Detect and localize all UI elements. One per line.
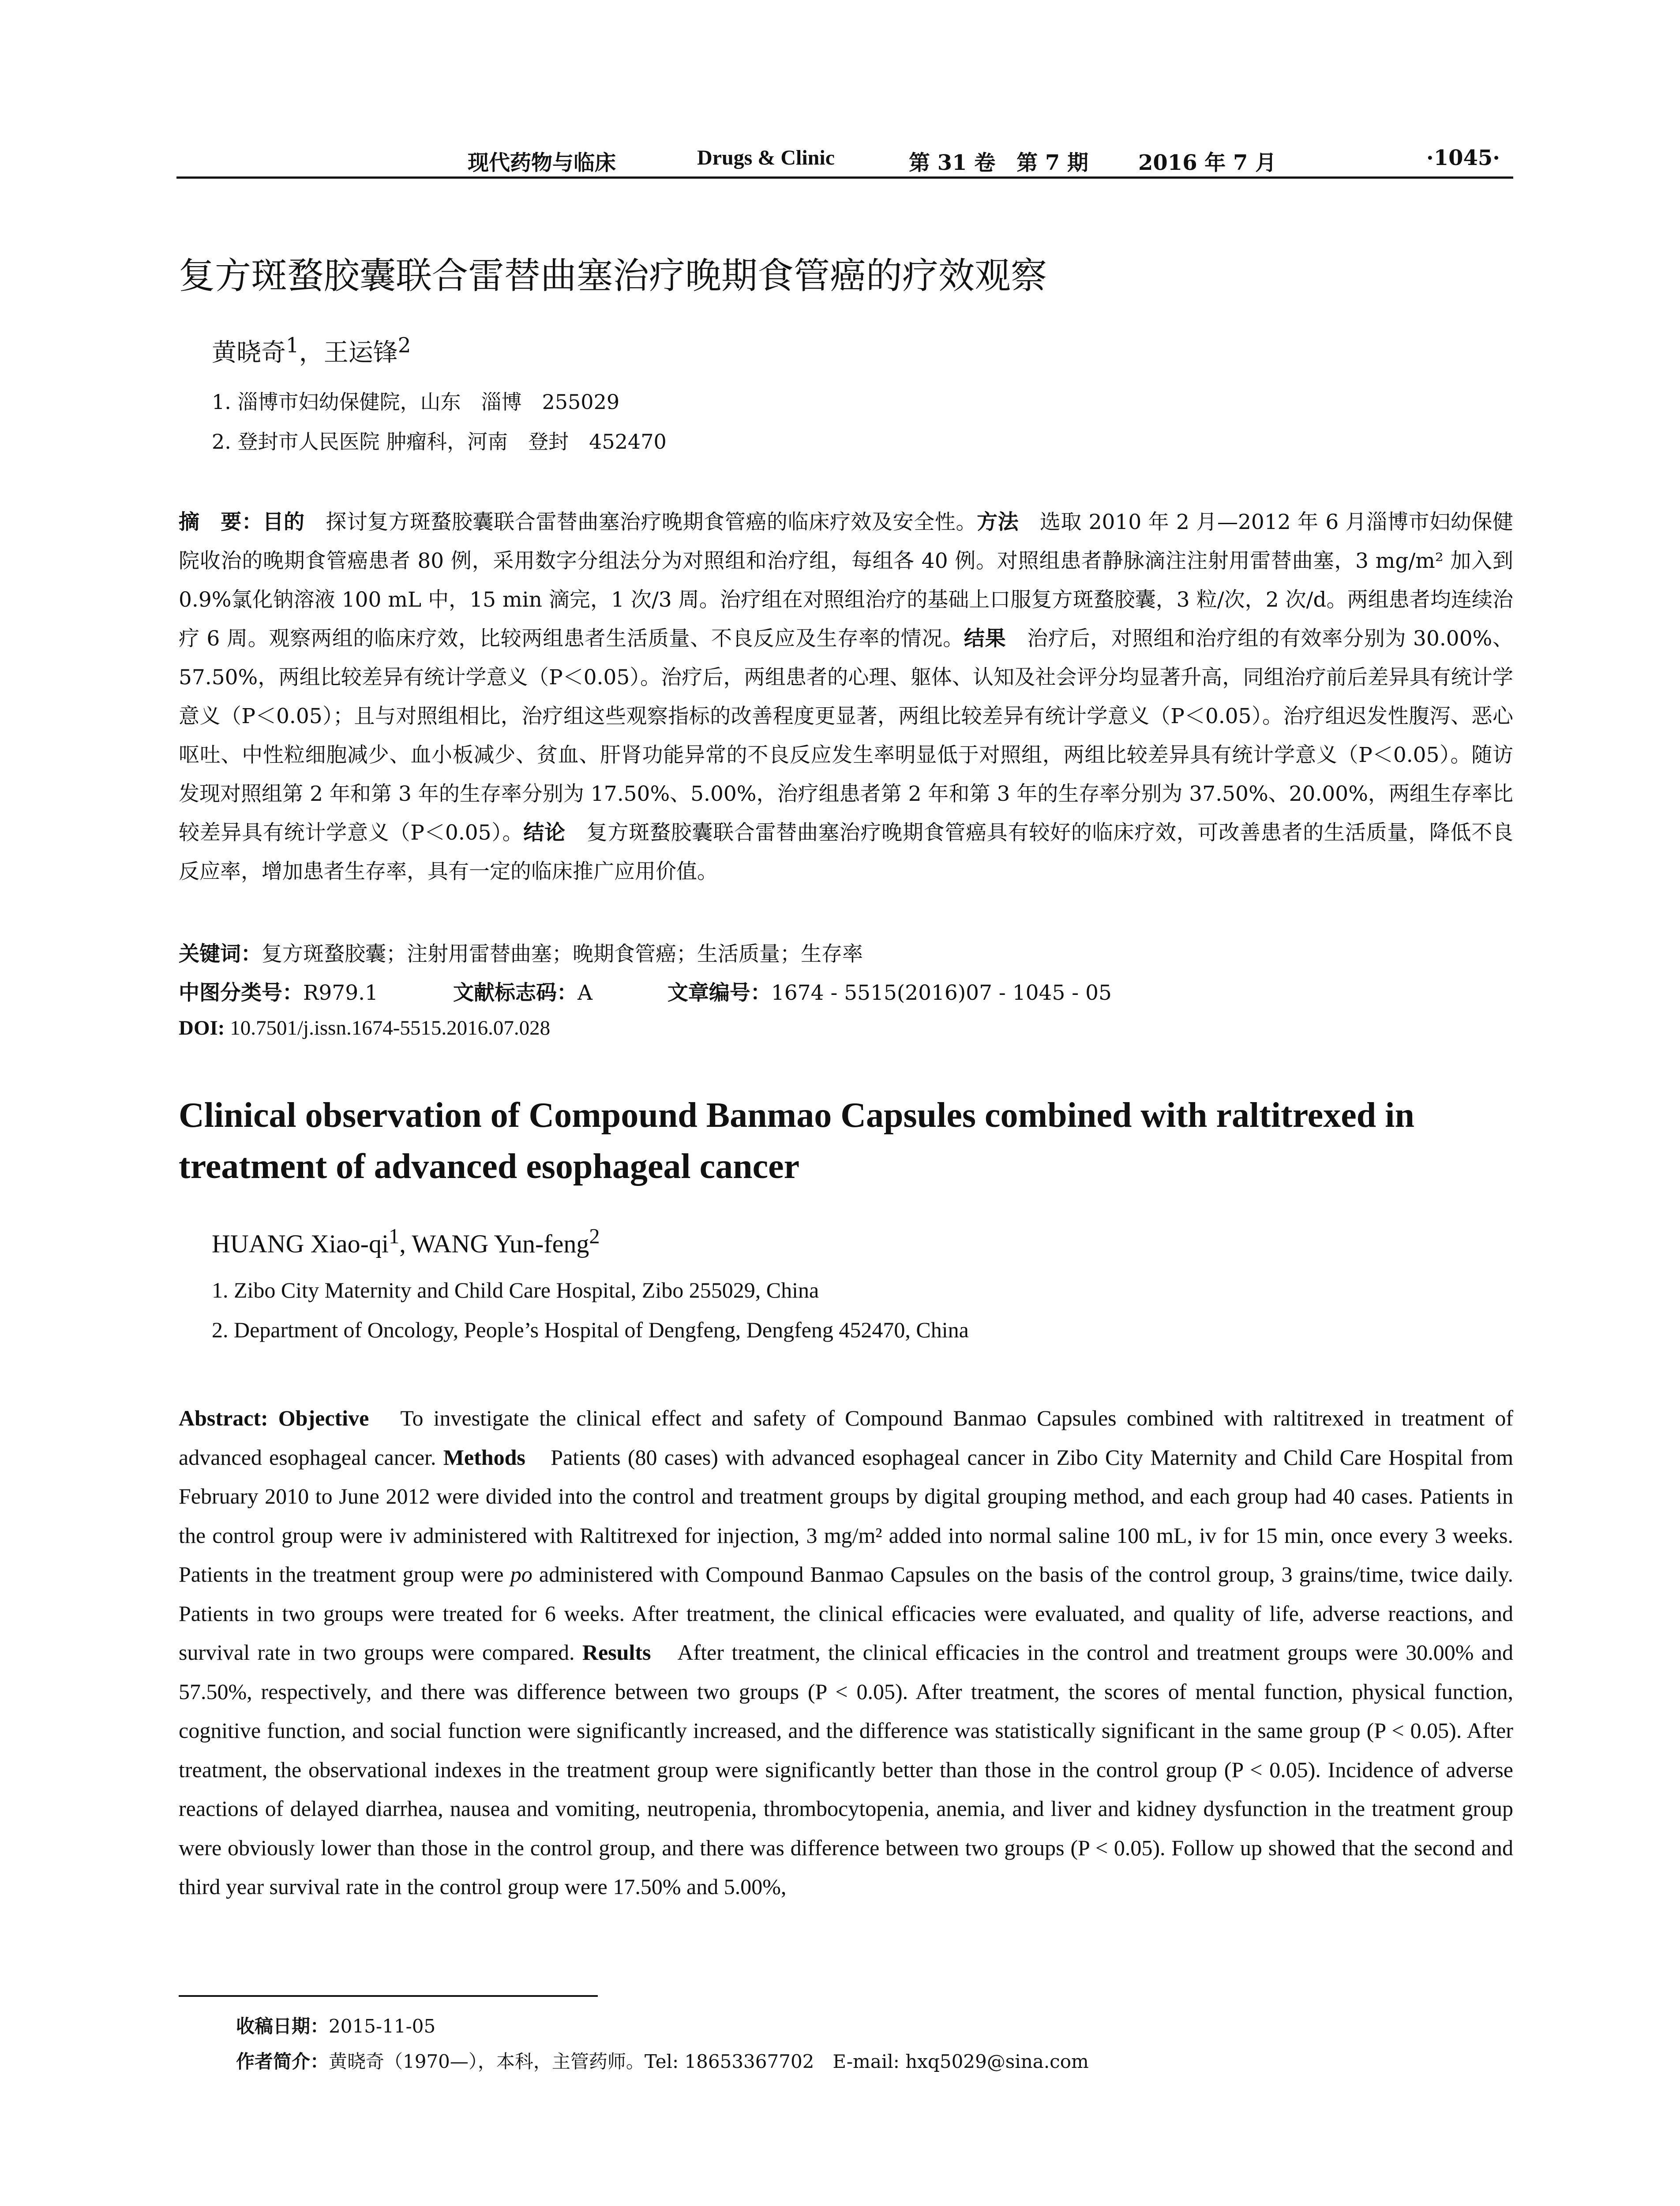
conclusion-text: 复方斑蝥胶囊联合雷替曲塞治疗晚期食管癌具有较好的临床疗效，可改善患者的生活质量，降低不良反应率，增加患者生存率，具有一定的临床推广应用价值。 xyxy=(179,821,1514,884)
doc-code-value: A xyxy=(577,981,592,1005)
results-text: 治疗后，对照组和治疗组的有效率分别为 30.00%、57.50%，两组比较差异有统计学意义（P＜0.05）。治疗后，两组患者的心理、躯体、认知及社会评分均显著升高，同组治疗前后差异具有统计学意义（P＜0.05）；且与对照组相比，治疗组这些观察指标的改善程度更显著，两组比较差异有统计学意义（P＜0.05）。治疗组迟发性腹泻、恶心呕吐、中性粒细胞减少、血小板减少、贫血、肝肾功能异常的不良反应发生率明显低于对照组，两组比较差异具有统计学意义（P＜0.05）。随访发现对照组第 2 年和第 3 年的生存率分别为 17.50%、5.00%，治疗组患者第 2 年和第 3 年的生存率分别为 37.50%、20.00%，两组生存率比较差异具有统计学意义（P＜0.05）。 xyxy=(179,627,1514,845)
results-label: 结果 xyxy=(964,627,1006,651)
page-number: ·1045· xyxy=(1426,146,1500,170)
abstract-en xyxy=(179,1399,1513,1906)
footnote-divider xyxy=(179,1995,598,1997)
author-en-2-affil: 2 xyxy=(589,1225,600,1248)
author-2-affil: 2 xyxy=(398,334,411,358)
volume-issue: 第 31 卷 第 7 期 xyxy=(909,150,1089,175)
methods-en-label: Methods xyxy=(443,1444,525,1470)
authors-en xyxy=(212,1224,600,1258)
author-en-1: HUANG Xiao-qi xyxy=(212,1229,389,1258)
title-en: Clinical observation of Compound Banmao Capsules combined with raltitrexed in treatment of advanced esophageal cancer xyxy=(179,1096,1414,1186)
received-date: 2015-11-05 xyxy=(329,2015,436,2037)
abstract-label: 摘 要： xyxy=(179,510,263,534)
objective-label: 目的 xyxy=(262,510,305,534)
keywords xyxy=(179,938,863,967)
affiliation-en-2: 2. Department of Oncology, People’s Hospital of Dengfeng, Dengfeng 452470, China xyxy=(212,1317,969,1342)
abstract-en-label: Abstract: Objective xyxy=(179,1406,369,1430)
author-1-affil: 1 xyxy=(286,334,299,358)
doi-value: 10.7501/j.issn.1674-5515.2016.07.028 xyxy=(225,1017,551,1039)
affiliation-en-1: 1. Zibo City Maternity and Child Care Hospital, Zibo 255029, China xyxy=(212,1278,819,1302)
methods-text: 选取 2010 年 2 月—2012 年 6 月淄博市妇幼保健院收治的晚期食管癌患者 80 例，采用数字分组法分为对照组和治疗组，每组各 40 例。对照组患者静脉滴注注射用雷替曲塞，3 mg/m² 加入到 0.9%氯化钠溶液 100 mL 中，15 min 滴完，1 次/3 周。治疗组在对照组治疗的基础上口服复方斑蝥胶囊，3 粒/次，2 次/d。两组患者均连续治疗 6 周。观察两组的临床疗效，比较两组患者生活质量、不良反应及生存率的情况。 xyxy=(179,510,1514,651)
po-term: po xyxy=(510,1562,532,1587)
author-info: 黄晓奇（1970—），本科，主管药师。Tel: 18653367702 E-mail: hxq5029@sina.com xyxy=(329,2051,1089,2072)
results-en-label: Results xyxy=(582,1640,651,1665)
authors-cn xyxy=(212,333,411,368)
journal-name-cn: 现代药物与临床 xyxy=(468,150,616,175)
author-en-separator: , xyxy=(399,1229,412,1258)
keywords-value: 复方斑蝥胶囊；注射用雷替曲塞；晚期食管癌；生活质量；生存率 xyxy=(262,942,863,966)
author-2: 王运锋 xyxy=(323,338,398,367)
title-cn: 复方斑蝥胶囊联合雷替曲塞治疗晚期食管癌的疗效观察 xyxy=(179,255,1047,297)
objective-en-text: To investigate the clinical effect and safety of Compound Banmao Capsules combined with raltitrexed in treatment of advanced esophageal cancer. xyxy=(179,1406,1513,1470)
journal-name-en: Drugs & Clinic xyxy=(697,146,835,169)
author-en-2: WANG Yun-feng xyxy=(412,1229,589,1258)
methods-en-text-2: administered with Compound Banmao Capsules on the basis of the control group, 3 grains/time, twice daily. Patients in two groups were treated for 6 weeks. After treatment, the clinical efficacies were evaluated, and quality of life, adverse reactions, and survival rate in two groups were compared. xyxy=(179,1562,1514,1665)
objective-text: 探讨复方斑蝥胶囊联合雷替曲塞治疗晚期食管癌的临床疗效及安全性。 xyxy=(304,510,977,534)
author-separator: ， xyxy=(299,338,324,367)
received-label: 收稿日期： xyxy=(236,2015,329,2037)
methods-label: 方法 xyxy=(977,510,1019,534)
affiliation-cn-1: 1. 淄博市妇幼保健院，山东 淄博 255029 xyxy=(212,390,620,414)
affiliation-cn-2: 2. 登封市人民医院 肿瘤科，河南 登封 452470 xyxy=(212,430,667,454)
author-en-1-affil: 1 xyxy=(389,1225,400,1248)
footnote-author xyxy=(236,2047,1089,2074)
running-header xyxy=(176,132,1513,179)
classification-line xyxy=(179,976,1112,1006)
methods-en-text: Patients (80 cases) with advanced esophageal cancer in Zibo City Maternity and Child Care Hospital from February 2010 to June 2012 were divided into the control and treatment groups by digital grouping method, and each group had 40 cases. Patients in the control group were iv administered with Raltitrexed for injection, 3 mg/m² added into normal saline 100 mL, iv for 15 min, once every 3 weeks. Patients in the treatment group were xyxy=(179,1444,1513,1587)
keywords-label: 关键词： xyxy=(179,942,262,966)
results-en-text: After treatment, the clinical efficacies in the control and treatment groups were 30.00% and 57.50%, respectively, and there was difference between two groups (P < 0.05). After treatment, the scores of mental function, physical function, cognitive function, and social function were significantly increased, and the difference was statistically significant in the same group (P < 0.05). After treatment, the observational indexes in the treatment group were significantly better than those in the control group (P < 0.05). Incidence of adverse reactions of delayed diarrhea, nausea and vomiting, neutropenia, thrombocytopenia, anemia, and liver and kidney dysfunction in the treatment group were obviously lower than those in the control group, and there was difference between two groups (P < 0.05). Follow up showed that the second and third year survival rate in the control group were 17.50% and 5.00%, xyxy=(179,1640,1513,1899)
abstract-cn xyxy=(179,503,1513,891)
doc-code-label: 文献标志码： xyxy=(453,981,578,1005)
clc-value: R979.1 xyxy=(303,981,378,1005)
footnote-received xyxy=(236,2012,435,2038)
article-number-value: 1674 - 5515(2016)07 - 1045 - 05 xyxy=(771,981,1112,1005)
author-info-label: 作者简介： xyxy=(236,2051,329,2072)
doi-line xyxy=(179,1016,550,1040)
issue-date: 2016 年 7 月 xyxy=(1138,150,1277,175)
article-number-label: 文章编号： xyxy=(667,981,771,1005)
doi-label: DOI: xyxy=(179,1017,225,1039)
conclusion-label: 结论 xyxy=(523,821,566,845)
author-1: 黄晓奇 xyxy=(212,338,286,367)
clc-label: 中图分类号： xyxy=(179,981,303,1005)
